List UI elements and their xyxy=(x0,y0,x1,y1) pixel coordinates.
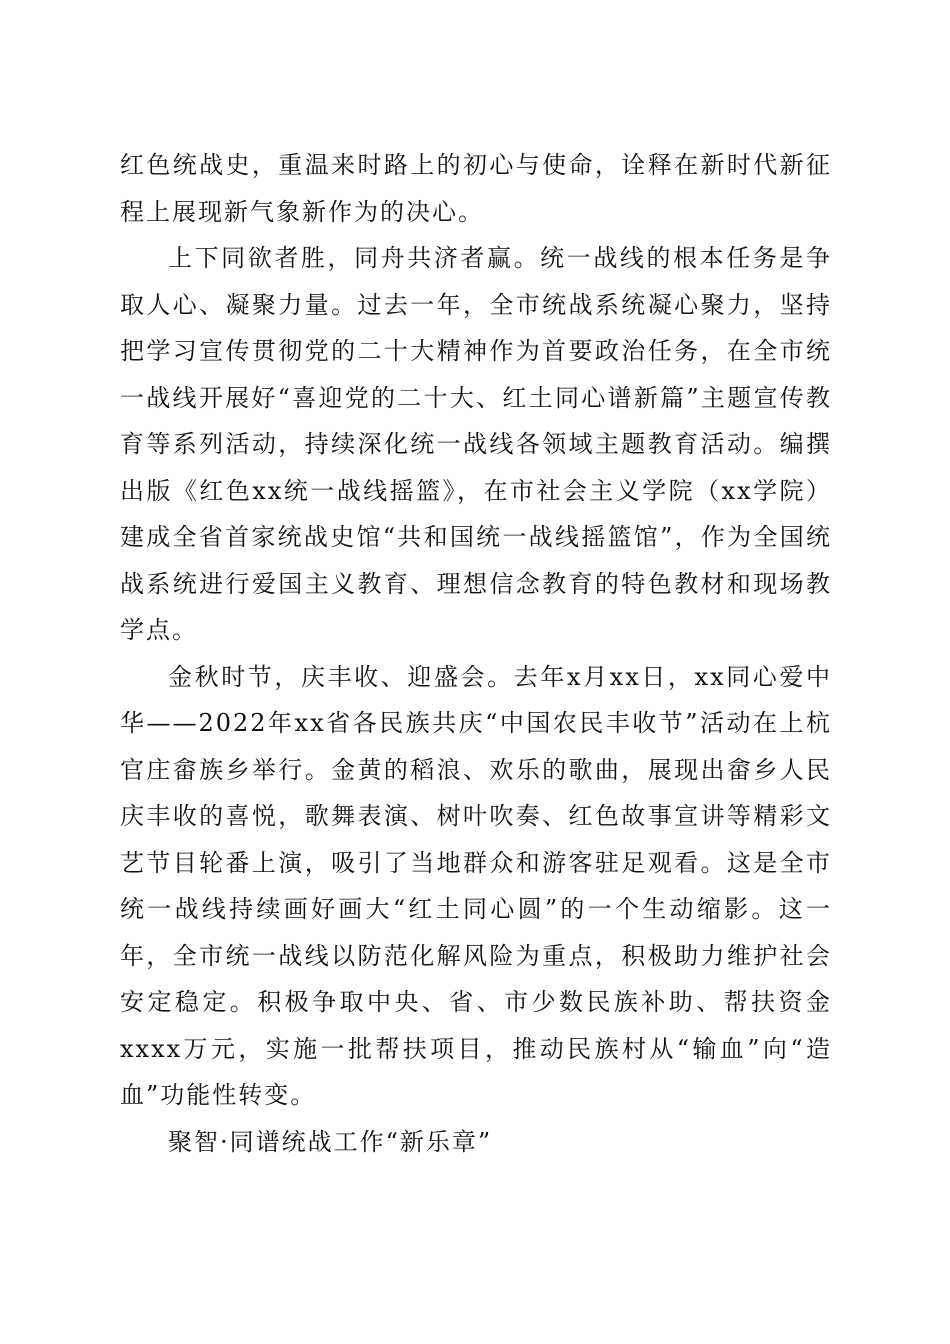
paragraph-2: 上下同欲者胜，同舟共济者赢。统一战线的根本任务是争取人心、凝聚力量。过去一年，全市统战系统凝心聚力，坚持把学习宣传贯彻党的二十大精神作为首要政治任务，在全市统一战线开展好“喜迎党的二十大、红土同心谱新篇”主题宣传教育等系列活动，持续深化统一战线各领域主题教育活动。编撰出版《红色xx统一战线摇篮》，在市社会主义学院（xx学院）建成全省首家统战史馆“共和国统一战线摇篮馆”，作为全国统战系统进行爱国主义教育、理想信念教育的特色教材和现场教学点。 xyxy=(120,244,832,644)
paragraph-3: 金秋时节，庆丰收、迎盛会。去年x月xx日，xx同心爱中华——2022年xx省各民族共庆“中国农民丰收节”活动在上杭官庄畲族乡举行。金黄的稻浪、欢乐的歌曲，展现出畲乡人民庆丰收的喜悦，歌舞表演、树叶吹奏、红色故事宣讲等精彩文艺节目轮番上演，吸引了当地群众和游客驻足观看。这是全市统一战线持续画好画大“红土同心圆”的一个生动缩影。这一年，全市统一战线以防范化解风险为重点，积极助力维护社会安定稳定。积极争取中央、省、市少数民族补助、帮扶资金xxxx万元，实施一批帮扶项目，推动民族村从“输血”向“造血”功能性转变。 xyxy=(120,662,832,1109)
section-heading: 聚智·同谱统战工作“新乐章” xyxy=(168,1127,493,1156)
paragraph-1: 红色统战史，重温来时路上的初心与使命，诠释在新时代新征程上展现新气象新作为的决心。 xyxy=(120,151,832,226)
document-body xyxy=(120,142,832,1165)
